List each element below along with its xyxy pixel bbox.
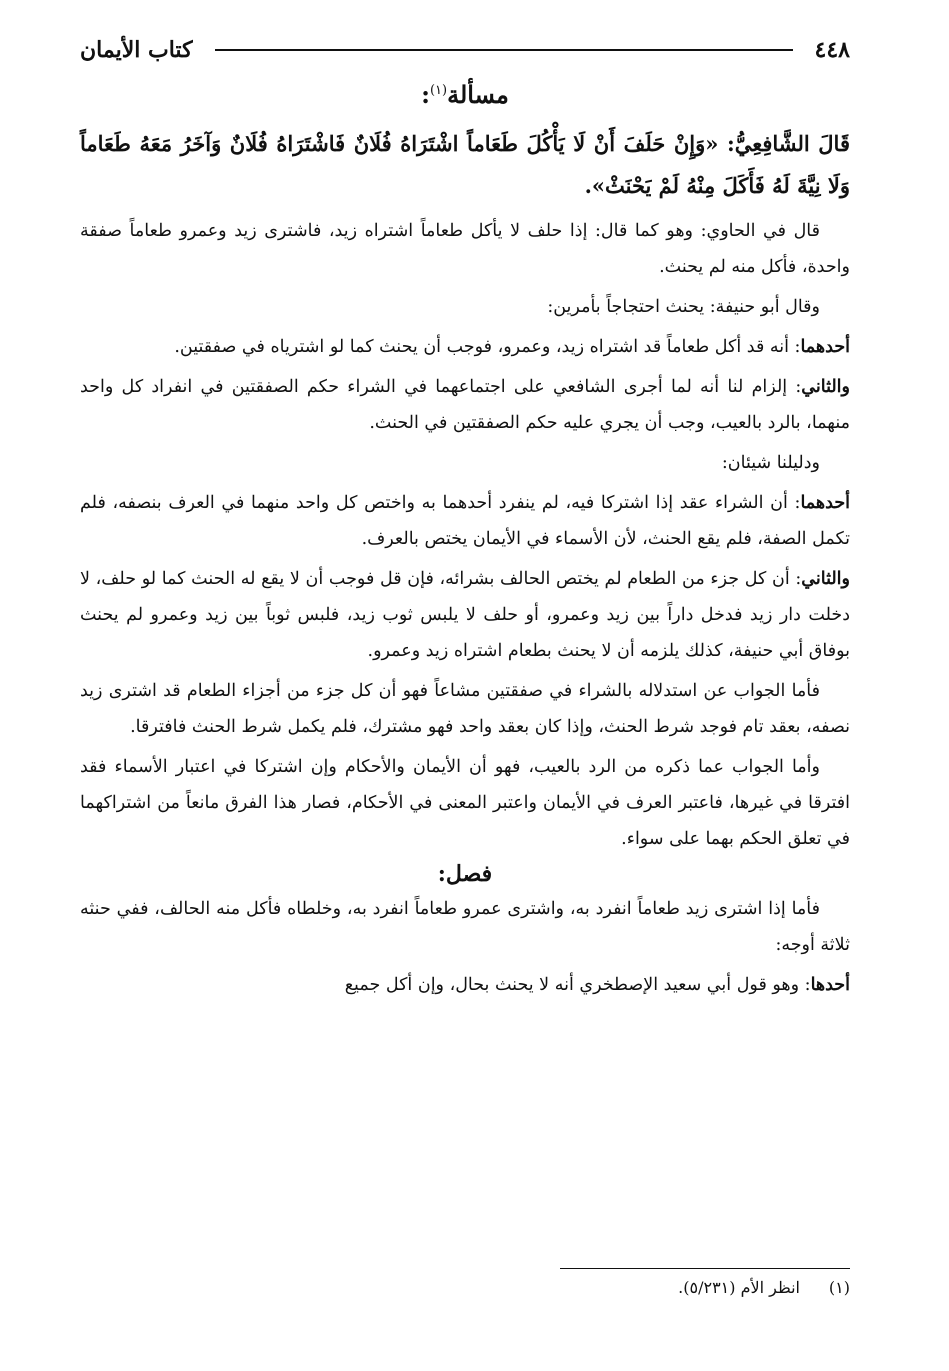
paragraph-lead: أحدهما — [800, 337, 850, 357]
paragraph — [80, 749, 850, 857]
footnote-marker[interactable]: (١) — [429, 83, 448, 98]
page-number: ٤٤٨ — [814, 37, 850, 63]
body-paragraphs — [80, 213, 850, 857]
paragraph-text: فأما الجواب عن استدلاله بالشراء في صفقتين مشاعاً فهو أن كل جزء من أجزاء الطعام قد اشترى زيد نصفه، بعقد تام فوجد شرط الحنث، وإذا كان بعقد واحد فهو مشترك، فلم يكمل شرط الحنث فافترقا. — [80, 681, 850, 737]
paragraph-text: : أنه قد أكل طعاماً قد اشتراه زيد، وعمرو، فوجب أن يحنث كما لو اشترياه في صفقتين. — [174, 337, 801, 357]
paragraph-text: : إلزام لنا أنه لما أجرى الشافعي على اجتماعهما في الشراء حكم الصفقتين في انفراد كل واحد منهما، بالرد بالعيب، وجب أن يجري عليه حكم الصفقتين في الحنث. — [80, 377, 850, 433]
paragraph-text: : أن الشراء عقد إذا اشتركا فيه، لم ينفرد أحدهما به واختص كل واحد منهما في العرف بنصفه، فلم تكمل الصفة، فلم يقع الحنث، لأن الأسماء في الأيمان يختص بالعرف. — [80, 493, 850, 549]
paragraph — [80, 673, 850, 745]
paragraph-lead: والثاني — [801, 569, 850, 589]
paragraph-text: وقال أبو حنيفة: يحنث احتجاجاً بأمرين: — [547, 297, 820, 317]
footnote — [80, 1278, 850, 1297]
header-rule — [215, 49, 793, 51]
paragraph — [80, 445, 850, 481]
section-title-text: مسألة — [447, 80, 509, 109]
footnote-rule — [560, 1268, 850, 1269]
page-header — [80, 30, 850, 70]
paragraph-lead: والثاني — [801, 377, 850, 397]
paragraph — [80, 329, 850, 365]
paragraph-text: ودليلنا شيئان: — [721, 453, 820, 473]
paragraph — [80, 369, 850, 441]
shafii-quote: قَالَ الشَّافِعِيُّ: «وَإِنْ حَلَفَ أَنْ لَا يَأْكُلَ طَعَاماً اشْتَرَاهُ فُلَانٌ فَاشْتَرَاهُ فُلَانٌ وَآخَرُ مَعَهُ طَعَاماً وَلَا نِيَّةَ لَهُ فَأَكَلَ مِنْهُ لَمْ يَحْنَثْ». — [80, 131, 850, 198]
paragraph-text: : وهو قول أبي سعيد الإصطخري أنه لا يحنث بحال، وإن أكل جميع — [344, 975, 811, 995]
paragraph — [80, 485, 850, 557]
page — [80, 30, 850, 1007]
footnote-number: (١) — [828, 1278, 850, 1297]
book-title: كتاب الأيمان — [80, 37, 193, 63]
paragraph-text: قال في الحاوي: وهو كما قال: إذا حلف لا يأكل طعاماً اشتراه زيد، فاشترى زيد وعمرو طعاماً صفقة واحدة، فأكل منه لم يحنث. — [80, 221, 850, 277]
section-title-suffix: : — [421, 80, 430, 109]
paragraph-text: فأما إذا اشترى زيد طعاماً انفرد به، واشترى عمرو طعاماً انفرد به، وخلطاه فأكل منه الحالف، ففي حنثه ثلاثة أوجه: — [80, 899, 850, 955]
paragraph — [80, 967, 850, 1003]
fasl-title: فصل: — [437, 861, 493, 887]
paragraph — [80, 561, 850, 669]
paragraph — [80, 289, 850, 325]
footnote-text: انظر الأم (٥/٢٣١). — [678, 1278, 800, 1297]
paragraph — [80, 891, 850, 963]
paragraph-lead: أحدهما — [800, 493, 850, 513]
paragraph — [80, 213, 850, 285]
paragraph-lead: أحدها — [810, 975, 850, 995]
fasl-paragraphs — [80, 891, 850, 1003]
paragraph-text: : أن كل جزء من الطعام لم يختص الحالف بشرائه، فإن قل فوجب أن لا يقع له الحنث كما لو حلف، لا دخلت دار زيد فدخل داراً بين زيد وعمرو، أو حلف لا يلبس ثوب زيد، فلبس ثوباً بين زيد وعمرو لم يحنث بوفاق أبي حنيفة، كذلك يلزمه أن لا يحنث بطعام اشتراه زيد وعمرو. — [80, 569, 850, 661]
paragraph-text: وأما الجواب عما ذكره من الرد بالعيب، فهو أن الأيمان والأحكام وإن اشتركا في اعتبار الأسماء فقد افترقا في غيرها، فاعتبر العرف في الأيمان واعتبر المعنى في الأحكام، فصار هذا الفرق مانعاً من اشتراكهما في تعلق الحكم بهما على سواء. — [80, 757, 850, 849]
section-title — [80, 80, 850, 109]
